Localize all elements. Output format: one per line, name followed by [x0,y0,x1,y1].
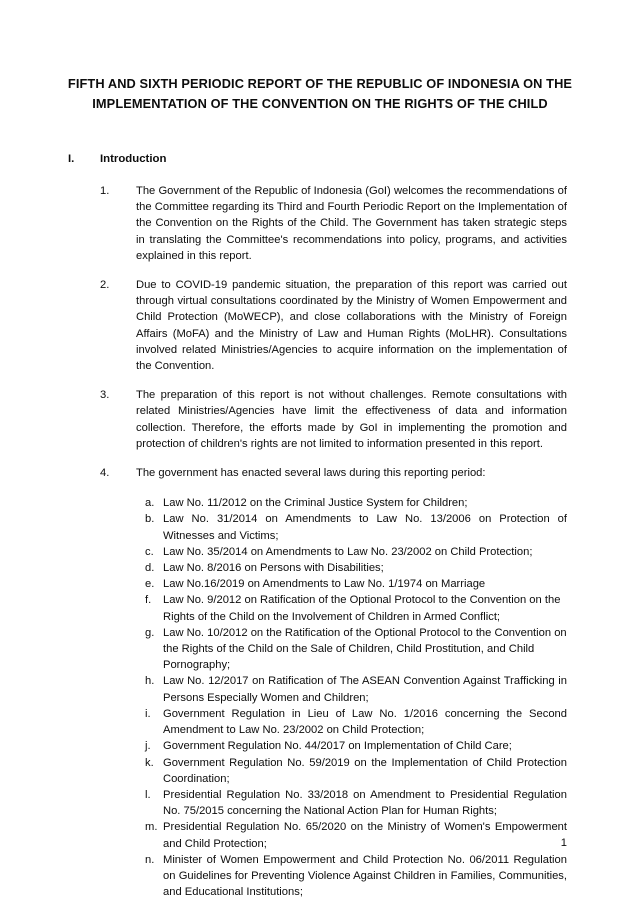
list-item-text: Law No. 11/2012 on the Criminal Justice System for Children; [163,497,468,510]
page-number: 1 [560,837,567,849]
list-item-marker: n. [145,853,155,866]
list-item [145,576,567,592]
list-item-text: Law No. 35/2014 on Amendments to Law No. 23/2002 on Child Protection; [163,545,533,558]
list-item [145,544,567,560]
list-item [145,511,567,543]
list-item-marker: k. [145,756,154,769]
paragraph-text: Due to COVID-19 pandemic situation, the preparation of this report was carried out through virtual consultations coordinated by the Ministry of Women Empowerment and Child Protection (MoWECP), and close collaborations with the Ministry of Foreign Affairs (MoFA) and the Ministry of Law and Human Rights (MoLHR). Consultations involved related Ministries/Agencies to acquire information on the implementation of the Convention. [136,279,567,373]
paragraph-3 [0,387,640,452]
section-heading-label: Introduction [100,153,167,165]
list-item [145,592,567,624]
list-item-marker: c. [145,545,154,558]
list-item [145,673,567,705]
list-item-text: Government Regulation No. 44/2017 on Implementation of Child Care; [163,740,512,753]
list-item-text: Law No. 10/2012 on the Ratification of the Optional Protocol to the Convention on the Rights of the Child on the Sale of Children, Child Prostitution, and Child Pornography; [163,626,567,672]
list-item [145,738,567,754]
list-item [145,706,567,738]
paragraph-1 [0,183,640,264]
list-item-marker: g. [145,626,155,639]
list-item-text: Government Regulation in Lieu of Law No. 1/2016 concerning the Second Amendment to Law No. 23/2002 on Child Protection; [163,707,567,737]
list-item-marker: m. [145,821,158,834]
list-item-text: Law No. 31/2014 on Amendments to Law No. 13/2006 on Protection of Witnesses and Victims; [163,513,567,542]
list-item-text: Government Regulation No. 59/2019 on the Implementation of Child Protection Coordination; [163,756,567,785]
list-item [145,787,567,819]
paragraph-text: The government has enacted several laws during this reporting period: [136,467,486,480]
list-item [145,625,567,674]
list-item-text: Law No. 9/2012 on Ratification of the Optional Protocol to the Convention on the Rights of the Child on the Involvement of Children in Armed Conflict; [163,594,561,623]
list-item-marker: j. [145,740,151,753]
list-item-text: Presidential Regulation No. 65/2020 on the Ministry of Women's Empowerment and Child Protection; [163,821,567,850]
list-item-marker: a. [145,497,155,510]
list-item [145,495,567,511]
list-item [145,755,567,787]
list-item-marker: b. [145,513,155,526]
list-item [145,560,567,576]
paragraph-marker: 2. [100,279,110,292]
section-marker: I. [68,153,75,165]
paragraph-2 [0,277,640,374]
list-item-text: Law No.16/2019 on Amendments to Law No. 1/1974 on Marriage [163,578,486,591]
list-item-marker: l. [145,788,151,801]
paragraph-4 [0,465,640,481]
paragraph-text: The preparation of this report is not without challenges. Remote consultations with related Ministries/Agencies have limit the effectiveness of data and information collection. Therefore, the efforts made by GoI in implementing the promotion and protection of children's rights are not limited to information presented in this report. [136,389,567,450]
paragraph-marker: 4. [100,467,110,480]
list-item-marker: d. [145,562,155,575]
list-item-marker: h. [145,675,155,688]
list-item-marker: i. [145,707,151,720]
list-item-text: Presidential Regulation No. 33/2018 on Amendment to Presidential Regulation No. 75/2015 concerning the National Action Plan for Human Rights; [163,788,567,818]
list-item-marker: e. [145,578,155,591]
paragraph-marker: 3. [100,389,110,402]
list-item-marker: f. [145,594,152,607]
list-item-text: Minister of Women Empowerment and Child Protection No. 06/2011 Regulation on Guidelines for Preventing Violence Against Children in Families, Communities, and Educational Institutions; [163,853,567,899]
paragraph-marker: 1. [100,185,110,197]
section-heading-introduction [0,152,640,167]
paragraph-text: The Government of the Republic of Indonesia (GoI) welcomes the recommendations of the Committee regarding its Third and Fourth Periodic Report on the Implementation of the Convention on the Rights of the Child. The Government has taken strategic steps in translating the Committee's recommendations into policy, programs, and activities explained in this report. [136,185,567,262]
document-body [0,152,640,900]
page-title: FIFTH AND SIXTH PERIODIC REPORT OF THE REPUBLIC OF INDONESIA ON THE IMPLEMENTATION OF THE CONVENTION ON THE RIGHTS OF THE CHILD [67,76,573,111]
list-item-text: Law No. 8/2016 on Persons with Disabilities; [163,562,384,575]
list-item [145,852,567,901]
list-item-text: Law No. 12/2017 on Ratification of The ASEAN Convention Against Trafficking in Persons Especially Women and Children; [163,675,567,704]
